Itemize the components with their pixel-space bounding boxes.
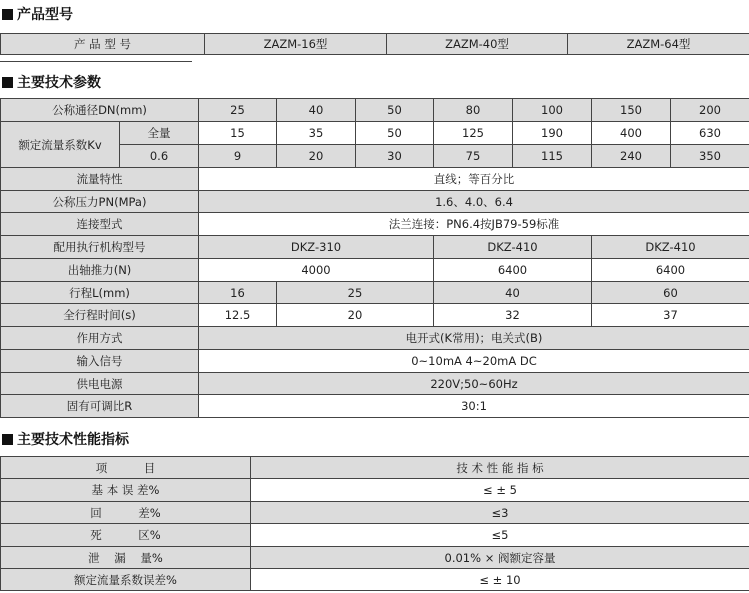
perf-row-value: ≤5 bbox=[251, 524, 749, 547]
model-cell: ZAZM-64型 bbox=[568, 34, 749, 55]
range-value: 30:1 bbox=[199, 395, 749, 418]
kv-full-label: 全量 bbox=[120, 122, 199, 145]
dn-cell: 80 bbox=[434, 99, 513, 122]
input-value: 0~10mA 4~20mA DC bbox=[199, 350, 749, 373]
dn-cell: 50 bbox=[356, 99, 434, 122]
time-label: 全行程时间(s) bbox=[1, 304, 199, 327]
kv-label: 额定流量系数Kv bbox=[1, 122, 120, 168]
model-cell: ZAZM-40型 bbox=[387, 34, 568, 55]
power-value: 220V;50~60Hz bbox=[199, 373, 749, 395]
perf-row-label: 基 本 误 差% bbox=[1, 479, 251, 502]
kv-06-cell: 75 bbox=[434, 145, 513, 168]
flow-value: 直线；等百分比 bbox=[199, 168, 749, 191]
action-value: 电开式(K常用)；电关式(B) bbox=[199, 327, 749, 350]
perf-row-label: 死 区% bbox=[1, 524, 251, 547]
kv-full-cell: 15 bbox=[199, 122, 277, 145]
time-cell: 12.5 bbox=[199, 304, 277, 327]
actuator-cell: DKZ-410 bbox=[592, 236, 749, 259]
model-cell: ZAZM-16型 bbox=[205, 34, 387, 55]
pressure-value: 1.6、4.0、6.4 bbox=[199, 191, 749, 213]
action-label: 作用方式 bbox=[1, 327, 199, 350]
perf-row-value: ≤3 bbox=[251, 502, 749, 524]
kv-06-cell: 115 bbox=[513, 145, 592, 168]
perf-row-label: 回 差% bbox=[1, 502, 251, 524]
params-table bbox=[0, 98, 749, 418]
divider bbox=[0, 61, 192, 62]
pressure-label: 公称压力PN(MPa) bbox=[1, 191, 199, 213]
dn-cell: 150 bbox=[592, 99, 671, 122]
section-title-models: 产品型号 bbox=[2, 4, 73, 26]
time-cell: 32 bbox=[434, 304, 592, 327]
section-title-performance: 主要技术性能指标 bbox=[2, 429, 129, 451]
thrust-label: 出轴推力(N) bbox=[1, 259, 199, 282]
square-bullet-icon bbox=[2, 9, 13, 20]
stroke-cell: 16 bbox=[199, 282, 277, 304]
square-bullet-icon bbox=[2, 77, 13, 88]
square-bullet-icon bbox=[2, 434, 13, 445]
kv-06-label: 0.6 bbox=[120, 145, 199, 168]
perf-row-value: 0.01% × 阀额定容量 bbox=[251, 547, 749, 569]
time-cell: 37 bbox=[592, 304, 749, 327]
kv-06-cell: 30 bbox=[356, 145, 434, 168]
kv-06-cell: 20 bbox=[277, 145, 356, 168]
dn-cell: 100 bbox=[513, 99, 592, 122]
models-header: 产 品 型 号 bbox=[1, 34, 205, 55]
perf-row-label: 泄 漏 量% bbox=[1, 547, 251, 569]
actuator-cell: DKZ-310 bbox=[199, 236, 434, 259]
perf-header-index: 技 术 性 能 指 标 bbox=[251, 457, 749, 479]
kv-full-cell: 630 bbox=[671, 122, 749, 145]
dn-cell: 40 bbox=[277, 99, 356, 122]
thrust-cell: 6400 bbox=[434, 259, 592, 282]
conn-value: 法兰连接：PN6.4按JB79-59标准 bbox=[199, 213, 749, 236]
actuator-label: 配用执行机构型号 bbox=[1, 236, 199, 259]
models-table bbox=[0, 33, 749, 55]
perf-row-value: ≤ ± 5 bbox=[251, 479, 749, 502]
kv-full-cell: 50 bbox=[356, 122, 434, 145]
kv-full-cell: 400 bbox=[592, 122, 671, 145]
dn-cell: 25 bbox=[199, 99, 277, 122]
dn-label: 公称通径DN(mm) bbox=[1, 99, 199, 122]
power-label: 供电电源 bbox=[1, 373, 199, 395]
thrust-cell: 6400 bbox=[592, 259, 749, 282]
kv-06-cell: 350 bbox=[671, 145, 749, 168]
actuator-cell: DKZ-410 bbox=[434, 236, 592, 259]
thrust-cell: 4000 bbox=[199, 259, 434, 282]
kv-full-cell: 35 bbox=[277, 122, 356, 145]
stroke-label: 行程L(mm) bbox=[1, 282, 199, 304]
perf-row-value: ≤ ± 10 bbox=[251, 569, 749, 591]
kv-06-cell: 9 bbox=[199, 145, 277, 168]
kv-06-cell: 240 bbox=[592, 145, 671, 168]
performance-table bbox=[0, 456, 749, 591]
section-title-params: 主要技术参数 bbox=[2, 72, 101, 94]
stroke-cell: 25 bbox=[277, 282, 434, 304]
perf-row-label: 额定流量系数误差% bbox=[1, 569, 251, 591]
conn-label: 连接型式 bbox=[1, 213, 199, 236]
stroke-cell: 60 bbox=[592, 282, 749, 304]
stroke-cell: 40 bbox=[434, 282, 592, 304]
dn-cell: 200 bbox=[671, 99, 749, 122]
range-label: 固有可调比R bbox=[1, 395, 199, 418]
perf-header-item: 项 目 bbox=[1, 457, 251, 479]
kv-full-cell: 125 bbox=[434, 122, 513, 145]
time-cell: 20 bbox=[277, 304, 434, 327]
kv-full-cell: 190 bbox=[513, 122, 592, 145]
flow-label: 流量特性 bbox=[1, 168, 199, 191]
input-label: 输入信号 bbox=[1, 350, 199, 373]
